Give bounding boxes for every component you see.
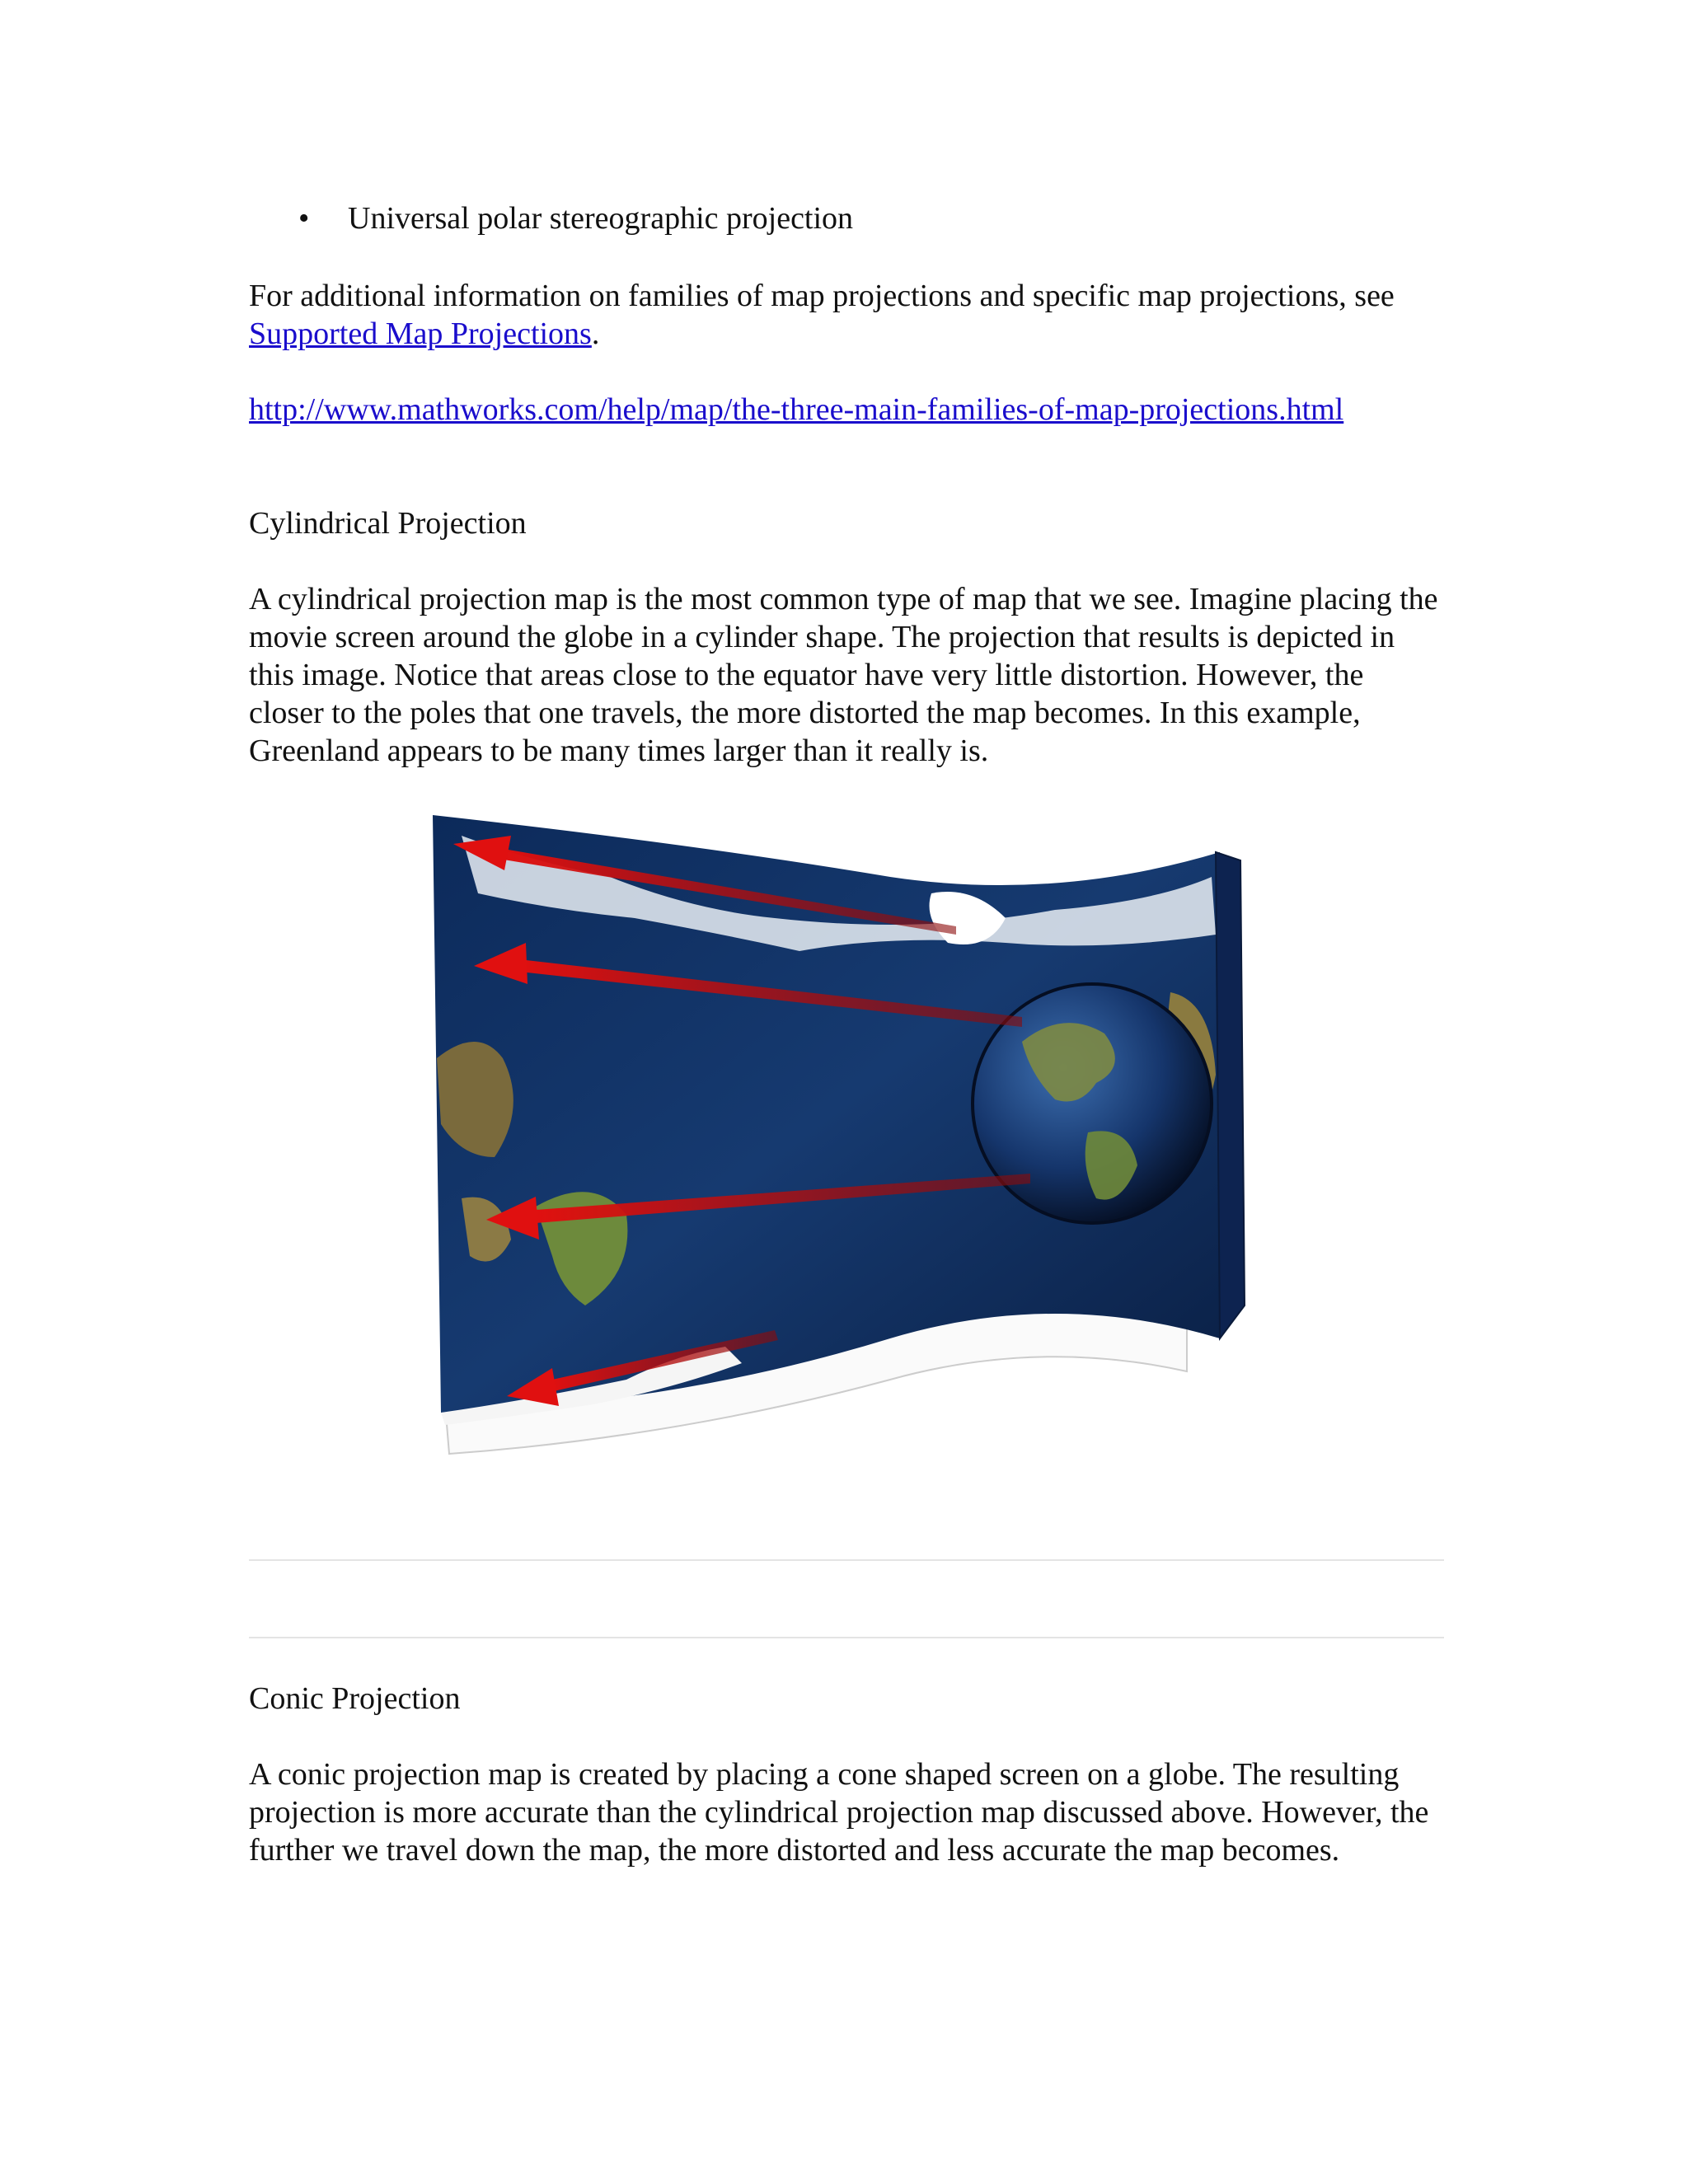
intro-text: For additional information on families of map projections and specific map projections, see	[249, 279, 1395, 313]
bullet-icon: •	[298, 201, 310, 236]
source-url-link[interactable]: http://www.mathworks.com/help/map/the-three-main-families-of-map-projections.html	[249, 392, 1344, 427]
document-page	[249, 190, 1444, 1869]
cylindrical-projection-figure	[429, 811, 1269, 1487]
screen-right-edge	[1216, 852, 1245, 1338]
conic-body: A conic projection map is created by placing a cone shaped screen on a globe. The resulting projection is more accurate than the cylindrical projection map discussed above. However, the further we travel down the map, the more distorted and less accurate the map becomes.	[249, 1757, 1429, 1868]
supported-map-projections-link[interactable]: Supported Map Projections	[249, 316, 592, 351]
intro-paragraph	[249, 277, 1444, 353]
source-url-paragraph	[249, 391, 1444, 429]
intro-text-end: .	[591, 316, 600, 351]
section-divider	[249, 1559, 1444, 1561]
cylindrical-heading: Cylindrical Projection	[249, 506, 527, 541]
projection-list	[249, 199, 1444, 237]
list-item	[249, 199, 1444, 237]
list-item-text: Universal polar stereographic projection	[348, 201, 854, 236]
cylindrical-projection-illustration	[429, 811, 1269, 1487]
section-divider	[249, 1637, 1444, 1638]
cylindrical-body: A cylindrical projection map is the most common type of map that we see. Imagine placing the movie screen around the globe in a cylinder shape. The projection that results is depicted in this image. Notice that areas close to the equator have very little distortion. However, the closer to the poles that one travels, the more distorted the map becomes. In this example, Greenland appears to be many times larger than it really is.	[249, 582, 1438, 768]
conic-heading: Conic Projection	[249, 1681, 461, 1716]
